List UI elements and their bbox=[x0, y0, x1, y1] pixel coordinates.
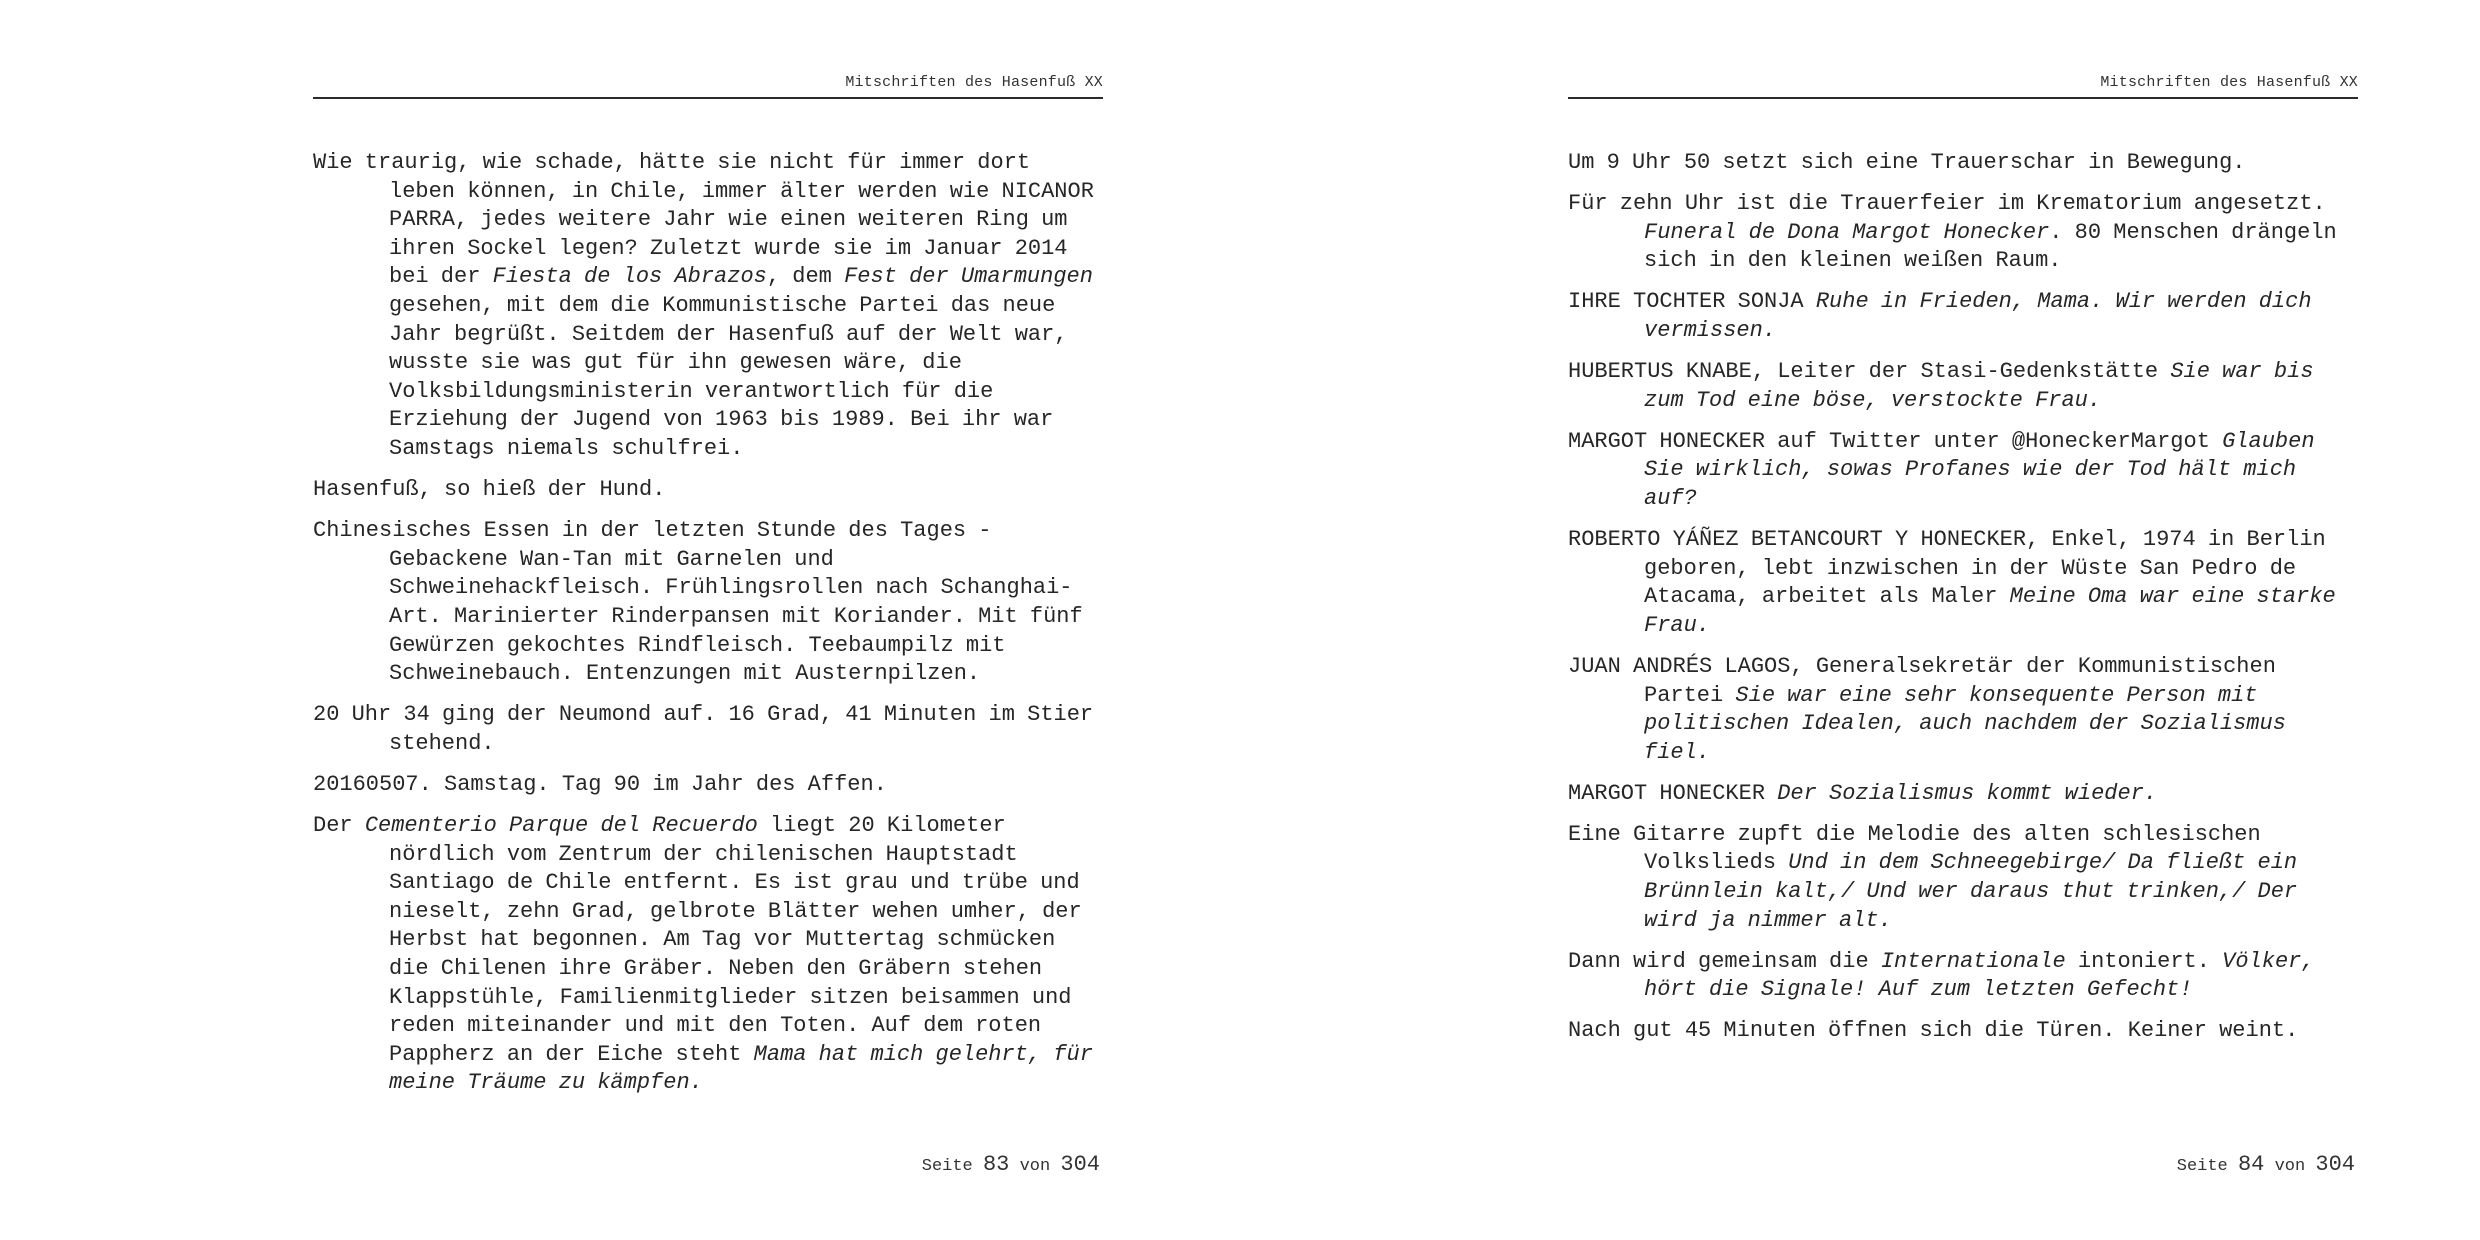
italic-text: Und in dem Schneegebirge/ Da fließt ein Brünnlein kalt,/ Und wer daraus thut trinken,/ Der wird ja nimmer alt. bbox=[1644, 850, 2298, 933]
paragraph bbox=[1568, 428, 2358, 514]
text-segment: Wie traurig, wie schade, hätte sie nicht für immer dort leben können, in Chile, immer älter werden wie NICANOR PARRA, jedes weitere Jahr wie einen weiteren Ring um ihren Sockel legen? Zuletzt wurde sie im Januar 2014 bei der bbox=[313, 150, 1094, 290]
italic-text: Funeral de Dona Margot Honecker bbox=[1644, 219, 2050, 245]
text-segment: Dann wird gemeinsam die bbox=[1568, 948, 1881, 974]
paragraph bbox=[1568, 526, 2358, 640]
text-segment: , dem bbox=[766, 264, 845, 290]
page-number bbox=[922, 1152, 1100, 1177]
right-page bbox=[1568, 0, 2358, 1240]
text-segment: IHRE TOCHTER SONJA bbox=[1568, 289, 1816, 315]
page-number-prefix: Seite bbox=[2176, 1157, 2228, 1176]
text-segment: Nach gut 45 Minuten öffnen sich die Türen. Keiner weint. bbox=[1568, 1018, 2299, 1044]
text-segment: Der bbox=[313, 812, 365, 838]
italic-text: Glauben Sie wirklich, sowas Profanes wie der Tod hält mich auf? bbox=[1644, 428, 2315, 511]
italic-text: Sie war bis zum Tod eine böse, verstockte Frau. bbox=[1644, 359, 2314, 413]
italic-text: Völker, hört die Signale! Auf zum letzten Gefecht! bbox=[1644, 948, 2315, 1003]
text-segment: Eine Gitarre zupft die Melodie des alten schlesischen Volkslieds bbox=[1568, 821, 2261, 876]
paragraph bbox=[313, 476, 1103, 505]
text-segment: . 80 Menschen drängeln sich in den kleinen weißen Raum. bbox=[1644, 219, 2337, 274]
italic-text: Ruhe in Frieden, Mama. Wir werden dich vermissen. bbox=[1644, 289, 2312, 343]
text-segment: Für zehn Uhr ist die Trauerfeier im Krematorium angesetzt. bbox=[1568, 191, 2326, 217]
text-segment: liegt 20 Kilometer nördlich vom Zentrum der chilenischen Hauptstadt Santiago de Chile entfernt. Es ist grau und trübe und nieselt, zehn Grad, gelbrote Blätter wehen umher, der Herbst hat begonnen. Am Tag vor Muttertag schmücken die Chilenen ihre Gräber. Neben den Gräbern stehen Klappstühle, Familienmitglieder sitzen beisammen und reden miteinander und mit den Toten. Auf dem roten Pappherz an der Eiche steht bbox=[389, 812, 1082, 1067]
paragraph bbox=[1568, 358, 2358, 415]
italic-text: Meine Oma war eine starke Frau. bbox=[1644, 584, 2336, 638]
text-segment: MARGOT HONECKER bbox=[1568, 780, 1778, 806]
page-number-separator: von bbox=[2274, 1157, 2306, 1176]
text-segment: gesehen, mit dem die Kommunistische Partei das neue Jahr begrüßt. Seitdem der Hasenfuß auf der Welt war, wusste sie was gut für ihn gewesen wäre, die Volksbildungsministerin verantwortlich für die Erziehung der Jugend von 1963 bis 1989. Bei ihr war Samstags niemals schulfrei. bbox=[389, 292, 1068, 461]
italic-text: Internationale bbox=[1880, 948, 2066, 974]
italic-text: Fiesta de los Abrazos bbox=[492, 264, 767, 290]
page-body bbox=[1568, 149, 2358, 1059]
text-segment: intoniert. bbox=[2065, 948, 2223, 974]
paragraph bbox=[1568, 149, 2358, 178]
text-segment: Um 9 Uhr 50 setzt sich eine Trauerschar in Bewegung. bbox=[1568, 150, 2246, 175]
italic-text: Sie war eine sehr konsequente Person mit politischen Idealen, auch nachdem der Sozialismus fiel. bbox=[1644, 682, 2286, 765]
italic-text: Fest der Umarmungen bbox=[844, 264, 1093, 290]
running-head: Mitschriften des Hasenfuß XX bbox=[845, 74, 1103, 91]
page-body bbox=[313, 149, 1103, 1110]
paragraph bbox=[313, 517, 1103, 689]
paragraph bbox=[1568, 780, 2358, 809]
page-number-separator: von bbox=[1019, 1157, 1051, 1176]
page-number bbox=[2177, 1152, 2355, 1177]
running-head: Mitschriften des Hasenfuß XX bbox=[2100, 74, 2358, 91]
text-segment: ROBERTO YÁÑEZ BETANCOURT Y HONECKER, Enkel, 1974 in Berlin geboren, lebt inzwischen in der Wüste San Pedro de Atacama, arbeitet als Maler bbox=[1568, 527, 2326, 610]
text-segment: Chinesisches Essen in der letzten Stunde des Tages - Gebackene Wan-Tan mit Garnelen und Schweinehackfleisch. Frühlingsrollen nach Schanghai-Art. Marinierter Rinderpansen mit Koriander. Mit fünf Gewürzen gekochtes Rindfleisch. Teebaumpilz mit Schweinebauch. Entenzungen mit Austernpilzen. bbox=[313, 518, 1083, 687]
paragraph bbox=[1568, 1017, 2358, 1046]
text-segment: 20 Uhr 34 ging der Neumond auf. 16 Grad, 41 Minuten im Stier stehend. bbox=[313, 702, 1094, 756]
page-number-total: 304 bbox=[1060, 1152, 1100, 1177]
page-number-prefix: Seite bbox=[921, 1157, 973, 1176]
italic-text: Mama hat mich gelehrt, für meine Träume zu kämpfen. bbox=[389, 1041, 1093, 1096]
paragraph bbox=[1568, 653, 2358, 767]
paragraph bbox=[313, 812, 1103, 1098]
italic-text: Der Sozialismus kommt wieder. bbox=[1777, 780, 2158, 806]
text-segment: HUBERTUS KNABE, Leiter der Stasi-Gedenkstätte bbox=[1568, 359, 2171, 385]
header-rule bbox=[313, 97, 1103, 99]
paragraph bbox=[1568, 190, 2358, 276]
paragraph bbox=[313, 771, 1103, 800]
paragraph bbox=[1568, 821, 2358, 935]
page-number-total: 304 bbox=[2315, 1152, 2355, 1177]
paragraph bbox=[313, 701, 1103, 758]
paragraph bbox=[1568, 288, 2358, 345]
page-number-current: 84 bbox=[2237, 1152, 2265, 1177]
italic-text: Cementerio Parque del Recuerdo bbox=[364, 812, 758, 838]
header-rule bbox=[1568, 97, 2358, 99]
text-segment: JUAN ANDRÉS LAGOS, Generalsekretär der Kommunistischen Partei bbox=[1568, 653, 2276, 708]
left-page bbox=[313, 0, 1103, 1240]
text-segment: MARGOT HONECKER auf Twitter unter @HoneckerMargot bbox=[1568, 428, 2223, 454]
text-segment: Hasenfuß, so hieß der Hund. bbox=[313, 477, 666, 503]
paragraph bbox=[313, 149, 1103, 464]
text-segment: 20160507. Samstag. Tag 90 im Jahr des Affen. bbox=[313, 771, 887, 797]
page-number-current: 83 bbox=[982, 1152, 1010, 1177]
paragraph bbox=[1568, 948, 2358, 1005]
